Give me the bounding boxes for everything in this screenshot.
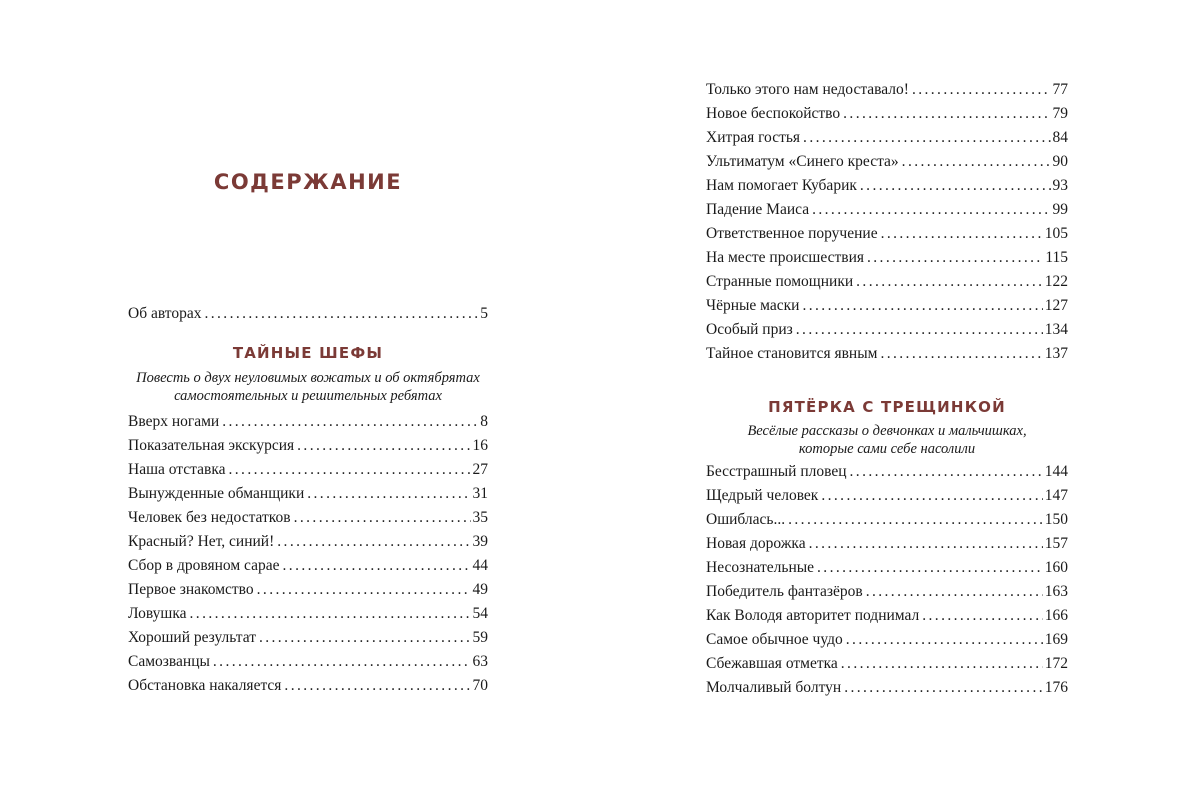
toc-entry: [706, 510, 1068, 530]
toc-entry-page: 105: [1044, 225, 1068, 242]
toc-entry-title: Как Володя авторитет поднимал: [706, 607, 920, 624]
toc-entry-page: 44: [472, 557, 488, 574]
dot-leader: [803, 128, 1050, 148]
toc-entry-page: 93: [1052, 177, 1068, 194]
toc-entry-title: Хороший результат: [128, 629, 256, 646]
toc-entry: [706, 654, 1068, 674]
toc-entry-title: Особый приз: [706, 321, 793, 338]
dot-leader: [796, 320, 1043, 340]
toc-entry-page: 150: [1044, 511, 1068, 528]
toc-entry: [706, 272, 1068, 292]
dot-leader: [866, 582, 1043, 602]
toc-entry: [706, 296, 1068, 316]
toc-entry: [706, 320, 1068, 340]
toc-entry-page: 8: [480, 413, 488, 430]
dot-leader: [213, 652, 471, 672]
dot-leader: [283, 556, 471, 576]
toc-entry-page: 115: [1045, 249, 1068, 266]
dot-leader: [307, 484, 470, 504]
dot-leader: [297, 436, 470, 456]
toc-entry-title: Ловушка: [128, 605, 187, 622]
toc-entry-title: Щедрый человек: [706, 487, 819, 504]
dot-leader: [259, 628, 471, 648]
toc-entry-page: 172: [1044, 655, 1068, 672]
toc-entry-title: Ошиблась...: [706, 511, 786, 528]
toc-entry-title: Бесстрашный пловец: [706, 463, 847, 480]
toc-entry: [128, 532, 488, 552]
dot-leader: [802, 296, 1042, 316]
toc-entry-title: Падение Маиса: [706, 201, 810, 218]
toc-entry-title: Красный? Нет, синий!: [128, 533, 275, 550]
toc-entry: [706, 462, 1068, 482]
toc-entry: [706, 248, 1068, 268]
dot-leader: [902, 152, 1051, 172]
toc-entry-page: 169: [1044, 631, 1068, 648]
toc-entry-title: Первое знакомство: [128, 581, 254, 598]
dot-leader: [922, 606, 1043, 626]
dot-leader: [867, 248, 1043, 268]
toc-entry: [706, 678, 1068, 698]
dot-leader: [284, 676, 470, 696]
toc-entry-page: 39: [472, 533, 488, 550]
dot-leader: [277, 532, 470, 552]
dot-leader: [788, 510, 1043, 530]
toc-entry: [706, 152, 1068, 172]
toc-entry-title: Вынужденные обманщики: [128, 485, 305, 502]
toc-entry: [706, 606, 1068, 626]
dot-leader: [912, 80, 1051, 100]
toc-entry-page: 134: [1044, 321, 1068, 338]
toc-entry-page: 127: [1044, 297, 1068, 314]
page-title: СОДЕРЖАНИЕ: [213, 170, 403, 194]
toc-entry-page: 54: [472, 605, 488, 622]
dot-leader: [856, 272, 1043, 292]
dot-leader: [846, 630, 1043, 650]
toc-entry: [128, 580, 488, 600]
toc-entry-page: 5: [480, 305, 488, 322]
section-subtitle-line1: Весёлые рассказы о девчонках и мальчишках,: [747, 423, 1027, 439]
toc-entry-page: 160: [1044, 559, 1068, 576]
toc-entry-page: 70: [472, 677, 488, 694]
toc-entry-page: 16: [472, 437, 488, 454]
toc-entry: [128, 412, 488, 432]
toc-entry: [128, 604, 488, 624]
toc-entry: [706, 176, 1068, 196]
section-subtitle-line2: самостоятельных и решительных ребятах: [174, 388, 442, 404]
toc-entry: [706, 630, 1068, 650]
toc-entry: [706, 534, 1068, 554]
toc-entry-title: Несознательные: [706, 559, 815, 576]
toc-entry-title: Новая дорожка: [706, 535, 806, 552]
toc-entry-title: На месте происшествия: [706, 249, 864, 266]
toc-entry: [128, 556, 488, 576]
section-heading: ТАЙНЫЕ ШЕФЫ: [232, 344, 384, 362]
toc-entry-page: 137: [1044, 345, 1068, 362]
section-subtitle-line2: которые сами себе насолили: [798, 441, 976, 457]
dot-leader: [860, 176, 1051, 196]
toc-entry: [128, 484, 488, 504]
toc-entry: [706, 104, 1068, 124]
toc-entry-page: 122: [1044, 273, 1068, 290]
toc-entry-title: Нам помогает Кубарик: [706, 177, 857, 194]
toc-entry-title: Показательная экскурсия: [128, 437, 295, 454]
dot-leader: [844, 678, 1043, 698]
toc-entry-title: Об авторах: [128, 305, 202, 322]
dot-leader: [843, 104, 1050, 124]
toc-entry: [128, 508, 488, 528]
toc-entry-title: Хитрая гостья: [706, 129, 801, 146]
toc-entry-page: 35: [472, 509, 488, 526]
toc-entry-title: Самое обычное чудо: [706, 631, 843, 648]
toc-entry-page: 176: [1044, 679, 1068, 696]
toc-entry-page: 90: [1052, 153, 1068, 170]
toc-entry-page: 157: [1044, 535, 1068, 552]
dot-leader: [817, 558, 1043, 578]
section-heading: ПЯТЁРКА С ТРЕЩИНКОЙ: [768, 398, 1006, 416]
toc-entry-title: Обстановка накаляется: [128, 677, 282, 694]
toc-entry-title: Странные помощники: [706, 273, 854, 290]
toc-entry: [128, 676, 488, 696]
toc-entry: [706, 80, 1068, 100]
toc-entry-title: Победитель фантазёров: [706, 583, 863, 600]
toc-entry-page: 27: [472, 461, 488, 478]
toc-entry-title: Тайное становится явным: [706, 345, 878, 362]
toc-entry-title: Сбор в дровяном сарае: [128, 557, 280, 574]
right-page: [600, 0, 1200, 812]
dot-leader: [222, 412, 478, 432]
toc-entry-page: 49: [472, 581, 488, 598]
dot-leader: [812, 200, 1050, 220]
dot-leader: [190, 604, 471, 624]
toc-entry-title: Чёрные маски: [706, 297, 800, 314]
dot-leader: [821, 486, 1042, 506]
dot-leader: [257, 580, 471, 600]
toc-entry-page: 147: [1044, 487, 1068, 504]
toc-entry-title: Новое беспокойство: [706, 105, 841, 122]
dot-leader: [880, 344, 1042, 364]
toc-entry-page: 31: [472, 485, 488, 502]
toc-entry-page: 144: [1044, 463, 1068, 480]
toc-entry: [706, 582, 1068, 602]
toc-entry: [128, 652, 488, 672]
toc-entry-page: 59: [472, 629, 488, 646]
toc-entry: [128, 460, 488, 480]
toc-entry-title: Ответственное поручение: [706, 225, 878, 242]
toc-entry-page: 166: [1044, 607, 1068, 624]
toc-entry-title: Молчаливый болтун: [706, 679, 842, 696]
toc-entry: [128, 436, 488, 456]
toc-entry: [706, 558, 1068, 578]
toc-entry: [706, 200, 1068, 220]
dot-leader: [881, 224, 1043, 244]
section-subtitle-line1: Повесть о двух неуловимых вожатых и об октябрятах: [136, 370, 480, 386]
dot-leader: [229, 460, 471, 480]
toc-entry-title: Сбежавшая отметка: [706, 655, 838, 672]
dot-leader: [809, 534, 1043, 554]
dot-leader: [841, 654, 1043, 674]
toc-entry-page: 79: [1052, 105, 1068, 122]
toc-entry: [706, 224, 1068, 244]
dot-leader: [204, 304, 478, 324]
toc-entry: [706, 486, 1068, 506]
toc-entry-title: Только этого нам недоставало!: [706, 81, 909, 98]
toc-entry-page: 99: [1052, 201, 1068, 218]
toc-entry-title: Наша отставка: [128, 461, 226, 478]
toc-entry-page: 63: [472, 653, 488, 670]
toc-entry: [706, 128, 1068, 148]
toc-entry-title: Вверх ногами: [128, 413, 220, 430]
toc-entry-about-authors: [128, 304, 488, 324]
toc-entry-title: Самозванцы: [128, 653, 210, 670]
toc-entry-title: Ультиматум «Синего креста»: [706, 153, 899, 170]
toc-entry-title: Человек без недостатков: [128, 509, 291, 526]
toc-entry-page: 163: [1044, 583, 1068, 600]
toc-entry-page: 84: [1052, 129, 1068, 146]
toc-entry-page: 77: [1052, 81, 1068, 98]
toc-entry: [128, 628, 488, 648]
toc-entry: [706, 344, 1068, 364]
dot-leader: [294, 508, 471, 528]
dot-leader: [850, 462, 1043, 482]
